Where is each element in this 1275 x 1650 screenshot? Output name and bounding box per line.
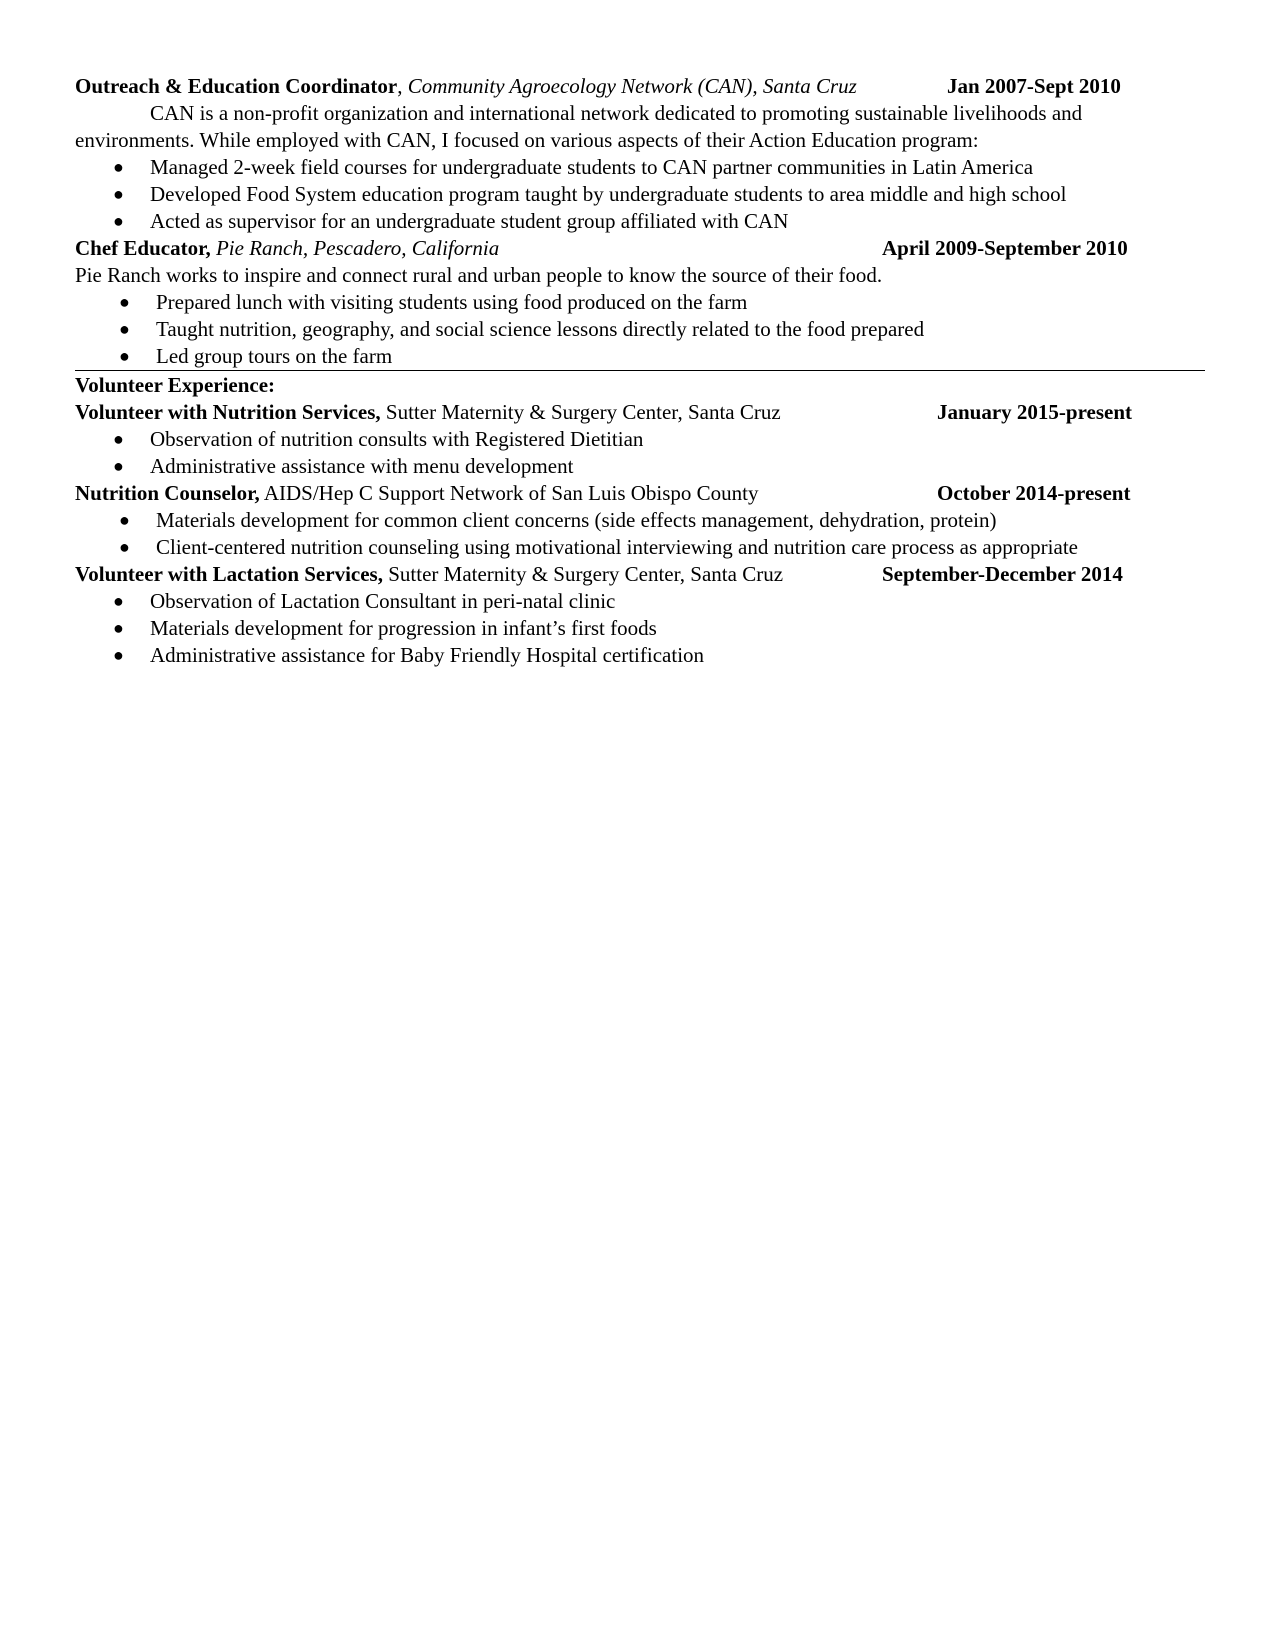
list-item-text: Client-centered nutrition counseling using motivational interviewing and nutrition care process as appropriate	[156, 535, 1078, 559]
job-dates: April 2009-September 2010	[882, 236, 1128, 260]
list-item-text: Materials development for progression in infant’s first foods	[150, 616, 657, 640]
volunteer-title: Nutrition Counselor,	[75, 481, 260, 505]
bullet-icon: ●	[113, 618, 124, 638]
list-item	[75, 289, 1205, 316]
bullet-icon: ●	[119, 319, 130, 339]
list-item-text: Observation of Lactation Consultant in peri-natal clinic	[150, 589, 616, 613]
list-item	[75, 316, 1205, 343]
volunteer-organization: AIDS/Hep C Support Network of San Luis Obispo County	[259, 481, 759, 505]
bullet-icon: ●	[113, 645, 124, 665]
list-item-text: Administrative assistance with menu development	[150, 454, 574, 478]
volunteer-bullet-list	[75, 588, 1205, 669]
list-item	[75, 615, 1205, 642]
job-bullet-list	[75, 154, 1205, 235]
volunteer-header	[75, 561, 1205, 588]
list-item-text: Developed Food System education program taught by undergraduate students to area middle and high school	[150, 182, 1067, 206]
bullet-icon: ●	[119, 537, 130, 557]
volunteer-title: Volunteer with Lactation Services,	[75, 562, 383, 586]
list-item	[75, 343, 1205, 370]
list-item-text: Taught nutrition, geography, and social science lessons directly related to the food prepared	[156, 317, 925, 341]
job-bullet-list	[75, 289, 1205, 370]
list-item	[75, 534, 1205, 561]
bullet-icon: ●	[113, 429, 124, 449]
list-item	[75, 453, 1205, 480]
list-item	[75, 154, 1205, 181]
list-item	[75, 181, 1205, 208]
volunteer-organization: Sutter Maternity & Surgery Center, Santa Cruz	[382, 562, 784, 586]
volunteer-title: Volunteer with Nutrition Services,	[75, 400, 381, 424]
job-title-separator: ,	[397, 74, 403, 98]
list-item	[75, 208, 1205, 235]
list-item	[75, 426, 1205, 453]
list-item-text: Prepared lunch with visiting students using food produced on the farm	[156, 290, 748, 314]
job-title: Outreach & Education Coordinator	[75, 74, 398, 98]
bullet-icon: ●	[119, 346, 130, 366]
volunteer-bullet-list	[75, 426, 1205, 480]
bullet-icon: ●	[119, 292, 130, 312]
volunteer-bullet-list	[75, 507, 1205, 561]
job-organization: Pie Ranch, Pescadero, California	[210, 236, 500, 260]
list-item-text: Administrative assistance for Baby Friendly Hospital certification	[150, 643, 705, 667]
job-description: environments. While employed with CAN, I focused on various aspects of their Action Education program:	[75, 128, 979, 152]
job-dates: Jan 2007-Sept 2010	[947, 74, 1121, 98]
list-item-text: Led group tours on the farm	[156, 344, 393, 368]
bullet-icon: ●	[119, 510, 130, 530]
list-item-text: Acted as supervisor for an undergraduate student group affiliated with CAN	[150, 209, 789, 233]
volunteer-organization: Sutter Maternity & Surgery Center, Santa Cruz	[380, 400, 781, 424]
volunteer-dates: September-December 2014	[882, 562, 1123, 586]
job-header	[75, 73, 1205, 100]
list-item-text: Observation of nutrition consults with Registered Dietitian	[150, 427, 644, 451]
section-divider	[75, 370, 1205, 371]
volunteer-header	[75, 399, 1205, 426]
section-heading: Volunteer Experience:	[75, 373, 276, 397]
volunteer-header	[75, 480, 1205, 507]
list-item	[75, 642, 1205, 669]
list-item	[75, 588, 1205, 615]
list-item	[75, 507, 1205, 534]
resume-page	[75, 73, 1205, 669]
volunteer-dates: October 2014-present	[937, 481, 1131, 505]
job-title: Chef Educator,	[75, 236, 211, 260]
bullet-icon: ●	[113, 211, 124, 231]
job-organization: Community Agroecology Network (CAN), Santa Cruz	[402, 74, 857, 98]
bullet-icon: ●	[113, 456, 124, 476]
job-description: Pie Ranch works to inspire and connect rural and urban people to know the source of their food.	[75, 263, 883, 287]
bullet-icon: ●	[113, 591, 124, 611]
bullet-icon: ●	[113, 157, 124, 177]
job-description: CAN is a non-profit organization and international network dedicated to promoting sustainable livelihoods and	[150, 101, 1083, 125]
list-item-text: Materials development for common client concerns (side effects management, dehydration, protein)	[156, 508, 997, 532]
volunteer-dates: January 2015-present	[937, 400, 1133, 424]
job-header	[75, 235, 1205, 262]
bullet-icon: ●	[113, 184, 124, 204]
list-item-text: Managed 2-week field courses for undergraduate students to CAN partner communities in Latin America	[150, 155, 1034, 179]
